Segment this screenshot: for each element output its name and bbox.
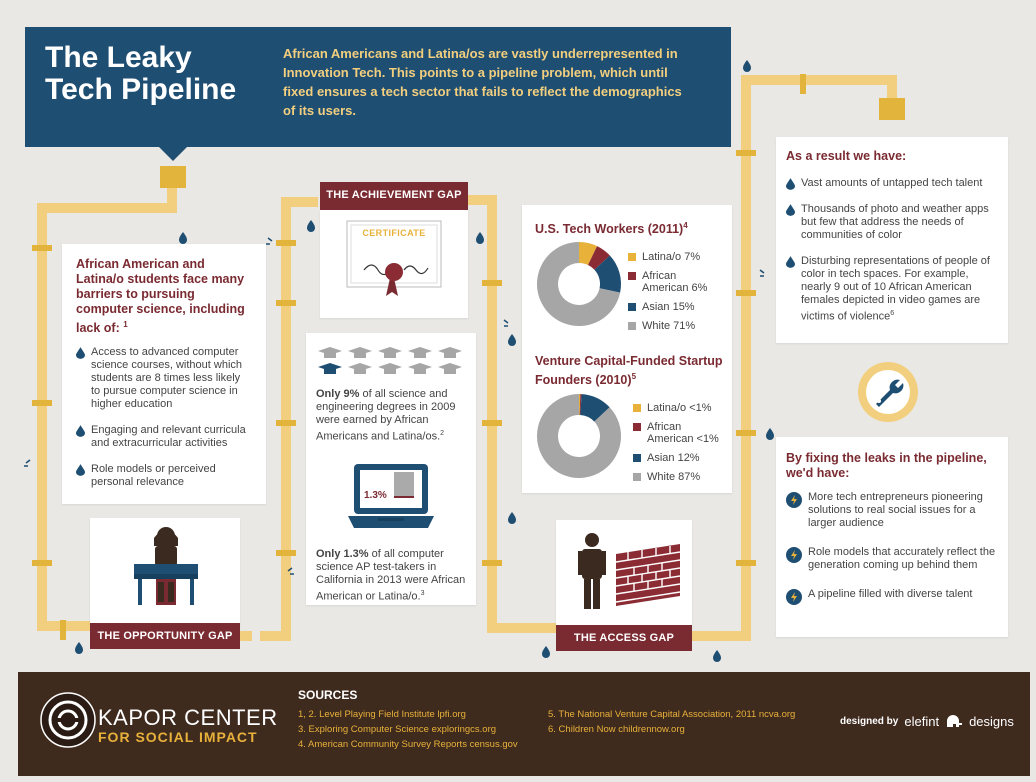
page-title: [45, 42, 265, 106]
sources-right: [548, 707, 795, 737]
chart2-title: Venture Capital-Funded Startup Founders $(2010)^5$: [535, 354, 723, 388]
chart1-donut: [533, 238, 625, 330]
sources-left: [298, 707, 518, 752]
graduation-cap-icon: [348, 363, 372, 374]
chart2-legend-item: African American <1%: [633, 421, 729, 445]
source-item: 6. Children Now childrennow.org: [548, 724, 685, 735]
title-line1: The Leaky: [45, 41, 192, 74]
barriers-heading-sup: 1: [123, 320, 128, 329]
kapor-brand-line2: FOR SOCIAL IMPACT: [98, 729, 258, 745]
kapor-logo-icon: [40, 692, 96, 748]
result-item: Thousands of photo and weather apps but few that address the needs of communities of color: [786, 203, 998, 242]
barriers-card: [62, 244, 266, 504]
chart2-legend-item: White 87%: [633, 471, 729, 483]
wrench-icon: [856, 360, 920, 424]
drop-icon: [786, 178, 795, 190]
achievement-gap-banner: THE ACHIEVEMENT GAP: [320, 182, 468, 210]
lightning-icon: [786, 589, 802, 605]
drop-icon: [76, 464, 85, 476]
drop-icon: [786, 204, 795, 216]
ap-test-stat: Only 1.3% of all computer science AP test-takers in California in 2013 were African American or Latina/o.$^3$: [316, 548, 466, 603]
certificate-label: CERTIFICATE: [362, 228, 426, 238]
source-item: 1, 2. Level Playing Field Institute lpfi.org: [298, 709, 466, 720]
graduation-cap-icon: [408, 363, 432, 374]
designer-credit: [840, 714, 1014, 729]
drop-icon: [76, 425, 85, 437]
graduation-cap-icon: [438, 347, 462, 358]
title-line2: Tech Pipeline: [45, 73, 237, 106]
barrier-item: Access to advanced computer science courses, without which students are 8 times less likely to pursue computer science in higher education: [76, 346, 252, 411]
graduation-cap-icon: [348, 347, 372, 358]
elephant-icon: [945, 715, 963, 729]
chart2-legend: [633, 402, 729, 490]
barriers-heading: African American and Latina/o students face many barriers to pursuing computer science, including lack of: $^1$: [76, 257, 245, 336]
result-card: [776, 137, 1008, 343]
source-item: 5. The National Venture Capital Association, 2011 ncva.org: [548, 709, 796, 720]
fixing-heading: By fixing the leaks in the pipeline, we'd have:: [786, 451, 987, 480]
fixing-item: A pipeline filled with diverse talent: [786, 588, 998, 605]
source-item: 4. American Community Survey Reports census.gov: [298, 739, 518, 750]
chart1-legend-item: Latina/o 7%: [628, 251, 728, 263]
chart1-legend: [628, 251, 728, 339]
header-pointer: [158, 146, 188, 162]
barrier-item: Engaging and relevant curricula and extracurricular activities: [76, 424, 252, 450]
sources-title: SOURCES: [298, 688, 358, 702]
source-item: 3. Exploring Computer Science exploringcs.org: [298, 724, 497, 735]
lightning-icon: [786, 547, 802, 563]
designer-name-2: designs: [969, 714, 1014, 729]
degrees-stat: Only 9% of all science and engineering degrees in 2009 were earned by African Americans and Latina/os.$^2$: [316, 388, 456, 443]
laptop-icon: [348, 460, 434, 538]
drop-icon: [76, 347, 85, 359]
fixing-item: More tech entrepreneurs pioneering solutions to real social issues for a larger audience: [786, 491, 998, 530]
chart2-legend-item: Latina/o <1%: [633, 402, 729, 414]
access-gap-banner: THE ACCESS GAP: [556, 625, 692, 651]
barrier-item: Role models or perceived personal relevance: [76, 463, 252, 489]
chart2-legend-item: Asian 12%: [633, 452, 729, 464]
person-wall-icon: [572, 532, 692, 612]
graduation-cap-icon: [318, 347, 342, 358]
result-item: Disturbing representations of people of color in tech spaces. For example, nearly 9 out of 10 African American females depicted in video games are victims of violence$^6$: [786, 255, 998, 324]
graduation-cap-icon: [408, 347, 432, 358]
graduation-cap-icon: [438, 363, 462, 374]
opportunity-gap-banner: THE OPPORTUNITY GAP: [90, 623, 240, 649]
chart2-donut: [533, 390, 625, 482]
laptop-percent-label: 1.3%: [364, 490, 387, 501]
graduation-cap-icon: [378, 347, 402, 358]
chart1-legend-item: White 71%: [628, 320, 728, 332]
result-item: Vast amounts of untapped tech talent: [786, 177, 998, 190]
designed-by-label: designed by: [840, 716, 899, 727]
graduation-cap-icon: [378, 363, 402, 374]
lightning-icon: [786, 492, 802, 508]
graduation-cap-icon: [318, 363, 342, 374]
header-intro: African Americans and Latina/os are vastly underrepresented in Innovation Tech. This points to a pipeline problem, which until fixed ensures a tech sector that fails to reflect the demographics of its users.: [283, 46, 682, 118]
kapor-brand-line1: KAPOR CENTER: [98, 705, 278, 730]
graduation-caps-icon: [316, 345, 466, 377]
chart1-legend-item: Asian 15%: [628, 301, 728, 313]
result-heading: As a result we have:: [786, 149, 907, 163]
student-desk-icon: [128, 524, 204, 608]
fixing-card: [776, 437, 1008, 637]
designer-name: elefint: [904, 714, 940, 729]
chart1-legend-item: African American 6%: [628, 270, 728, 294]
fixing-item: Role models that accurately reflect the generation coming up behind them: [786, 546, 998, 572]
chart1-title: U.S. Tech Workers $(2011)^4$: [535, 221, 688, 237]
drop-icon: [786, 256, 795, 268]
